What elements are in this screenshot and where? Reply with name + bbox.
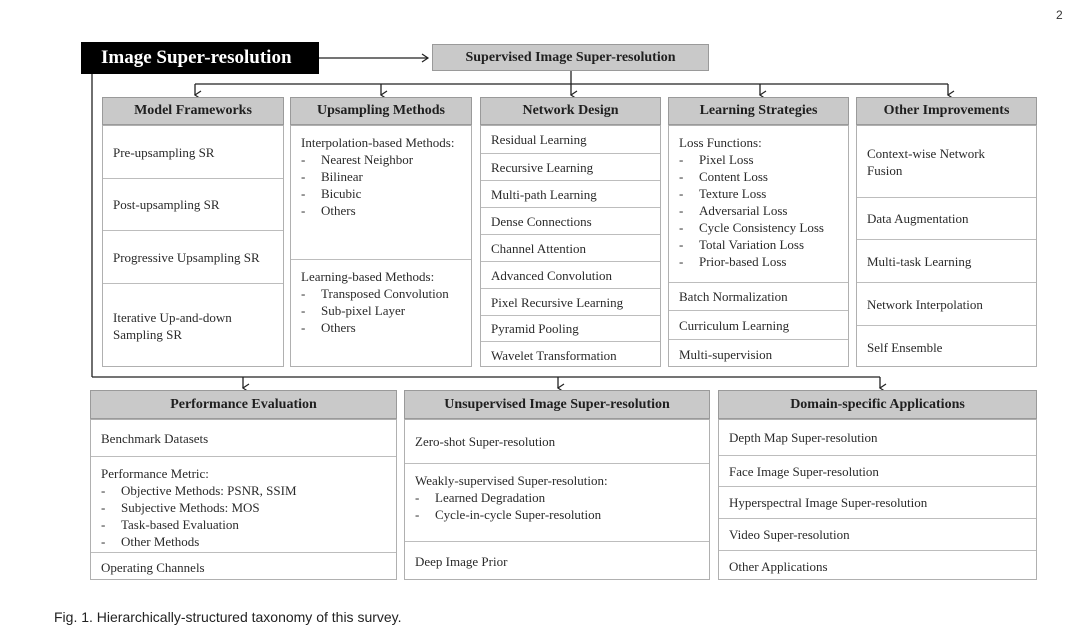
taxonomy-cell	[103, 178, 283, 230]
cell-text: Post-upsampling SR	[113, 197, 220, 212]
cell-text: Operating Channels	[101, 559, 205, 575]
list-item-text: Transposed Convolution	[321, 286, 449, 301]
taxonomy-cell	[481, 341, 660, 368]
list-item-text: Others	[321, 203, 356, 218]
list-item-text: Objective Methods: PSNR, SSIM	[121, 483, 297, 498]
taxonomy-cell	[291, 126, 471, 259]
cell-heading: Interpolation-based Methods:	[301, 135, 455, 150]
dash-bullet: -	[301, 286, 306, 301]
cell-text: Multi-path Learning	[491, 186, 597, 202]
taxonomy-cell	[481, 180, 660, 207]
taxonomy-cell	[405, 420, 709, 463]
taxonomy-cell	[669, 310, 848, 339]
taxonomy-cell	[719, 550, 1036, 581]
taxonomy-cell	[719, 518, 1036, 550]
top-header-learning-strategies: Learning Strategies	[668, 97, 849, 125]
bottom-header-domain-specific-applications: Domain-specific Applications	[718, 390, 1037, 419]
list-item	[101, 533, 386, 550]
taxonomy-cell	[481, 234, 660, 261]
list-item	[301, 285, 461, 302]
list-item-text: Total Variation Loss	[699, 237, 805, 252]
bottom-header-unsupervised-image-super-resolution: Unsupervised Image Super-resolution	[404, 390, 710, 419]
list-item	[301, 168, 461, 185]
dash-bullet: -	[415, 490, 420, 505]
taxonomy-cell	[857, 325, 1036, 368]
top-header-upsampling-methods: Upsampling Methods	[290, 97, 472, 125]
list-item-text: Content Loss	[699, 169, 768, 184]
taxonomy-cell	[481, 207, 660, 234]
cell-text: Zero-shot Super-resolution	[415, 434, 556, 449]
taxonomy-cell	[103, 283, 283, 368]
figure-caption: Fig. 1. Hierarchically-structured taxonomy of this survey.	[54, 609, 402, 625]
list-item	[679, 253, 838, 270]
list-item	[415, 506, 699, 523]
top-column-network-design	[480, 125, 661, 367]
cell-text: Network Interpolation	[867, 296, 983, 312]
top-column-model-frameworks	[102, 125, 284, 367]
dash-bullet: -	[301, 203, 306, 218]
list-item	[679, 168, 838, 185]
taxonomy-cell	[669, 126, 848, 282]
taxonomy-cell	[719, 486, 1036, 518]
taxonomy-cell	[857, 126, 1036, 197]
cell-text: Pixel Recursive Learning	[491, 294, 624, 310]
list-item-text: Pixel Loss	[699, 152, 754, 167]
list-item	[301, 202, 461, 219]
list-item-text: Other Methods	[121, 534, 200, 549]
cell-text: Advanced Convolution	[491, 267, 612, 283]
list-item	[415, 489, 699, 506]
taxonomy-cell	[481, 126, 660, 153]
list-item	[301, 151, 461, 168]
top-header-network-design: Network Design	[480, 97, 661, 125]
cell-text: Benchmark Datasets	[101, 430, 209, 446]
root-node: Image Super-resolution	[81, 42, 319, 74]
taxonomy-cell	[481, 153, 660, 180]
bottom-column-performance-evaluation	[90, 419, 397, 580]
dash-bullet: -	[679, 169, 684, 184]
cell-text: Dense Connections	[491, 213, 592, 229]
taxonomy-cell	[719, 455, 1036, 486]
dash-bullet: -	[415, 507, 420, 522]
dash-bullet: -	[301, 303, 306, 318]
list-item-text: Learned Degradation	[435, 490, 546, 505]
dash-bullet: -	[301, 169, 306, 184]
cell-text: Fusion	[867, 162, 903, 178]
taxonomy-cell	[103, 230, 283, 283]
bottom-column-domain-specific-applications	[718, 419, 1037, 580]
taxonomy-cell	[719, 420, 1036, 455]
list-item-text: Subjective Methods: MOS	[121, 500, 260, 515]
list-item-text: Sub-pixel Layer	[321, 303, 406, 318]
taxonomy-cell	[857, 282, 1036, 325]
list-item-text: Bilinear	[321, 169, 363, 184]
cell-text: Curriculum Learning	[679, 317, 790, 333]
taxonomy-cell	[481, 261, 660, 288]
list-item	[101, 516, 386, 533]
cell-text: Other Applications	[729, 558, 828, 574]
taxonomy-cell	[669, 282, 848, 310]
taxonomy-cell	[481, 288, 660, 315]
taxonomy-cell	[857, 197, 1036, 239]
cell-text: Deep Image Prior	[415, 554, 508, 569]
top-column-learning-strategies	[668, 125, 849, 367]
list-item	[101, 499, 386, 516]
taxonomy-cell	[481, 315, 660, 341]
dash-bullet: -	[101, 483, 106, 498]
taxonomy-cell	[91, 552, 396, 581]
top-column-upsampling-methods	[290, 125, 472, 367]
dash-bullet: -	[101, 534, 106, 549]
supervised-node: Supervised Image Super-resolution	[432, 44, 709, 71]
top-header-other-improvements: Other Improvements	[856, 97, 1037, 125]
list-item-text: Others	[321, 320, 356, 335]
dash-bullet: -	[301, 186, 306, 201]
bottom-column-unsupervised-image-super-resolution	[404, 419, 710, 580]
taxonomy-cell	[669, 339, 848, 368]
cell-heading: Weakly-supervised Super-resolution:	[415, 473, 608, 488]
taxonomy-cell	[91, 420, 396, 456]
cell-text: Data Augmentation	[867, 211, 969, 226]
dash-bullet: -	[101, 517, 106, 532]
cell-heading: Learning-based Methods:	[301, 269, 435, 284]
taxonomy-cell	[857, 239, 1036, 282]
cell-text: Progressive Upsampling SR	[113, 249, 260, 265]
cell-text: Self Ensemble	[867, 339, 943, 355]
cell-heading: Loss Functions:	[679, 135, 762, 150]
taxonomy-cell	[405, 463, 709, 541]
cell-text: Recursive Learning	[491, 159, 594, 175]
list-item-text: Texture Loss	[699, 186, 767, 201]
cell-text: Pyramid Pooling	[491, 321, 579, 336]
dash-bullet: -	[301, 320, 306, 335]
taxonomy-cell	[103, 126, 283, 178]
list-item-text: Cycle Consistency Loss	[699, 220, 824, 235]
cell-text: Multi-supervision	[679, 346, 773, 362]
list-item	[679, 151, 838, 168]
list-item	[679, 202, 838, 219]
cell-text: Sampling SR	[113, 327, 182, 342]
cell-text: Iterative Up-and-down	[113, 310, 232, 325]
bottom-header-performance-evaluation: Performance Evaluation	[90, 390, 397, 419]
cell-text: Batch Normalization	[679, 289, 788, 304]
cell-text: Face Image Super-resolution	[729, 463, 879, 479]
taxonomy-cell	[405, 541, 709, 581]
list-item	[679, 219, 838, 236]
cell-text: Wavelet Transformation	[491, 347, 617, 363]
page-number: 2	[1056, 8, 1063, 22]
dash-bullet: -	[301, 152, 306, 167]
top-column-other-improvements	[856, 125, 1037, 367]
dash-bullet: -	[679, 186, 684, 201]
list-item-text: Nearest Neighbor	[321, 152, 414, 167]
cell-text: Context-wise Network	[867, 145, 986, 161]
list-item-text: Bicubic	[321, 186, 362, 201]
dash-bullet: -	[679, 203, 684, 218]
cell-text: Residual Learning	[491, 132, 587, 147]
dash-bullet: -	[679, 237, 684, 252]
taxonomy-cell	[91, 456, 396, 552]
list-item	[679, 236, 838, 253]
dash-bullet: -	[679, 254, 684, 269]
taxonomy-cell	[291, 259, 471, 368]
list-item-text: Task-based Evaluation	[121, 517, 239, 532]
list-item	[301, 302, 461, 319]
cell-text: Multi-task Learning	[867, 253, 972, 269]
cell-text: Video Super-resolution	[729, 527, 850, 542]
cell-text: Pre-upsampling SR	[113, 144, 215, 160]
dash-bullet: -	[679, 220, 684, 235]
dash-bullet: -	[679, 152, 684, 167]
cell-text: Depth Map Super-resolution	[729, 430, 878, 445]
list-item	[101, 482, 386, 499]
list-item-text: Adversarial Loss	[699, 203, 788, 218]
list-item	[679, 185, 838, 202]
cell-heading: Performance Metric:	[101, 466, 209, 481]
cell-text: Channel Attention	[491, 240, 586, 256]
list-item-text: Prior-based Loss	[699, 254, 787, 269]
list-item	[301, 185, 461, 202]
top-header-model-frameworks: Model Frameworks	[102, 97, 284, 125]
list-item	[301, 319, 461, 336]
cell-text: Hyperspectral Image Super-resolution	[729, 495, 928, 510]
dash-bullet: -	[101, 500, 106, 515]
list-item-text: Cycle-in-cycle Super-resolution	[435, 507, 602, 522]
